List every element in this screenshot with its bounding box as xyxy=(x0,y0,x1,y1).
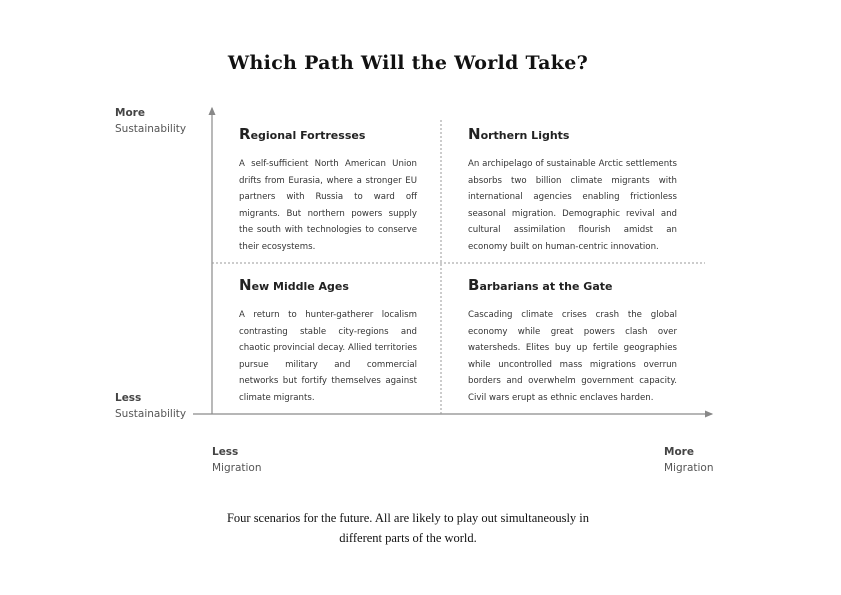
quadrant-barbarians-at-the-gate xyxy=(468,277,677,406)
x-axis-left-label: Less Migration xyxy=(212,446,262,474)
y-axis-top-label: More Sustainability xyxy=(115,107,187,135)
quadrant-description: A return to hunter-gatherer localism contrasting stable city-regions and chaotic provincial decay. Allied territories pursue military and commercial networks but fortify themselves against climate migrants. xyxy=(239,310,417,403)
x-axis-right-label: More Migration xyxy=(664,446,714,474)
quadrant-regional-fortresses xyxy=(239,126,417,255)
quadrant-title: New Middle Ages xyxy=(239,276,349,294)
quadrant-description: Cascading climate crises crash the global economy while great powers clash over watersheds. Elites buy up fertile geographies while uncontrolled mass migrations overrun borders and overwhelm government capacity. Civil wars erupt as ethnic enclaves harden. xyxy=(468,310,677,403)
quadrant-description: A self-sufficient North American Union drifts from Eurasia, where a stronger EU partners with Russia to ward off migrants. But northern powers supply the south with technologies to conserve their ecosystems. xyxy=(239,159,417,252)
quadrant-title: Regional Fortresses xyxy=(239,125,366,143)
quadrant-description: An archipelago of sustainable Arctic settlements absorbs two billion climate migrants with international agencies enabling frictionless seasonal migration. Demographic revival and cultural assimilation flourish amidst an economy built on human-centric innovation. xyxy=(468,159,677,252)
figure-caption: Four scenarios for the future. All are likely to play out simultaneously in different parts of the world. xyxy=(226,511,590,545)
page-title: Which Path Will the World Take? xyxy=(227,52,589,74)
quadrant-northern-lights xyxy=(468,126,677,255)
quadrant-title: Barbarians at the Gate xyxy=(468,276,613,294)
y-axis-bottom-label: Less Sustainability xyxy=(115,392,187,420)
quadrant-new-middle-ages xyxy=(239,277,417,406)
quadrant-title: Northern Lights xyxy=(468,125,570,143)
